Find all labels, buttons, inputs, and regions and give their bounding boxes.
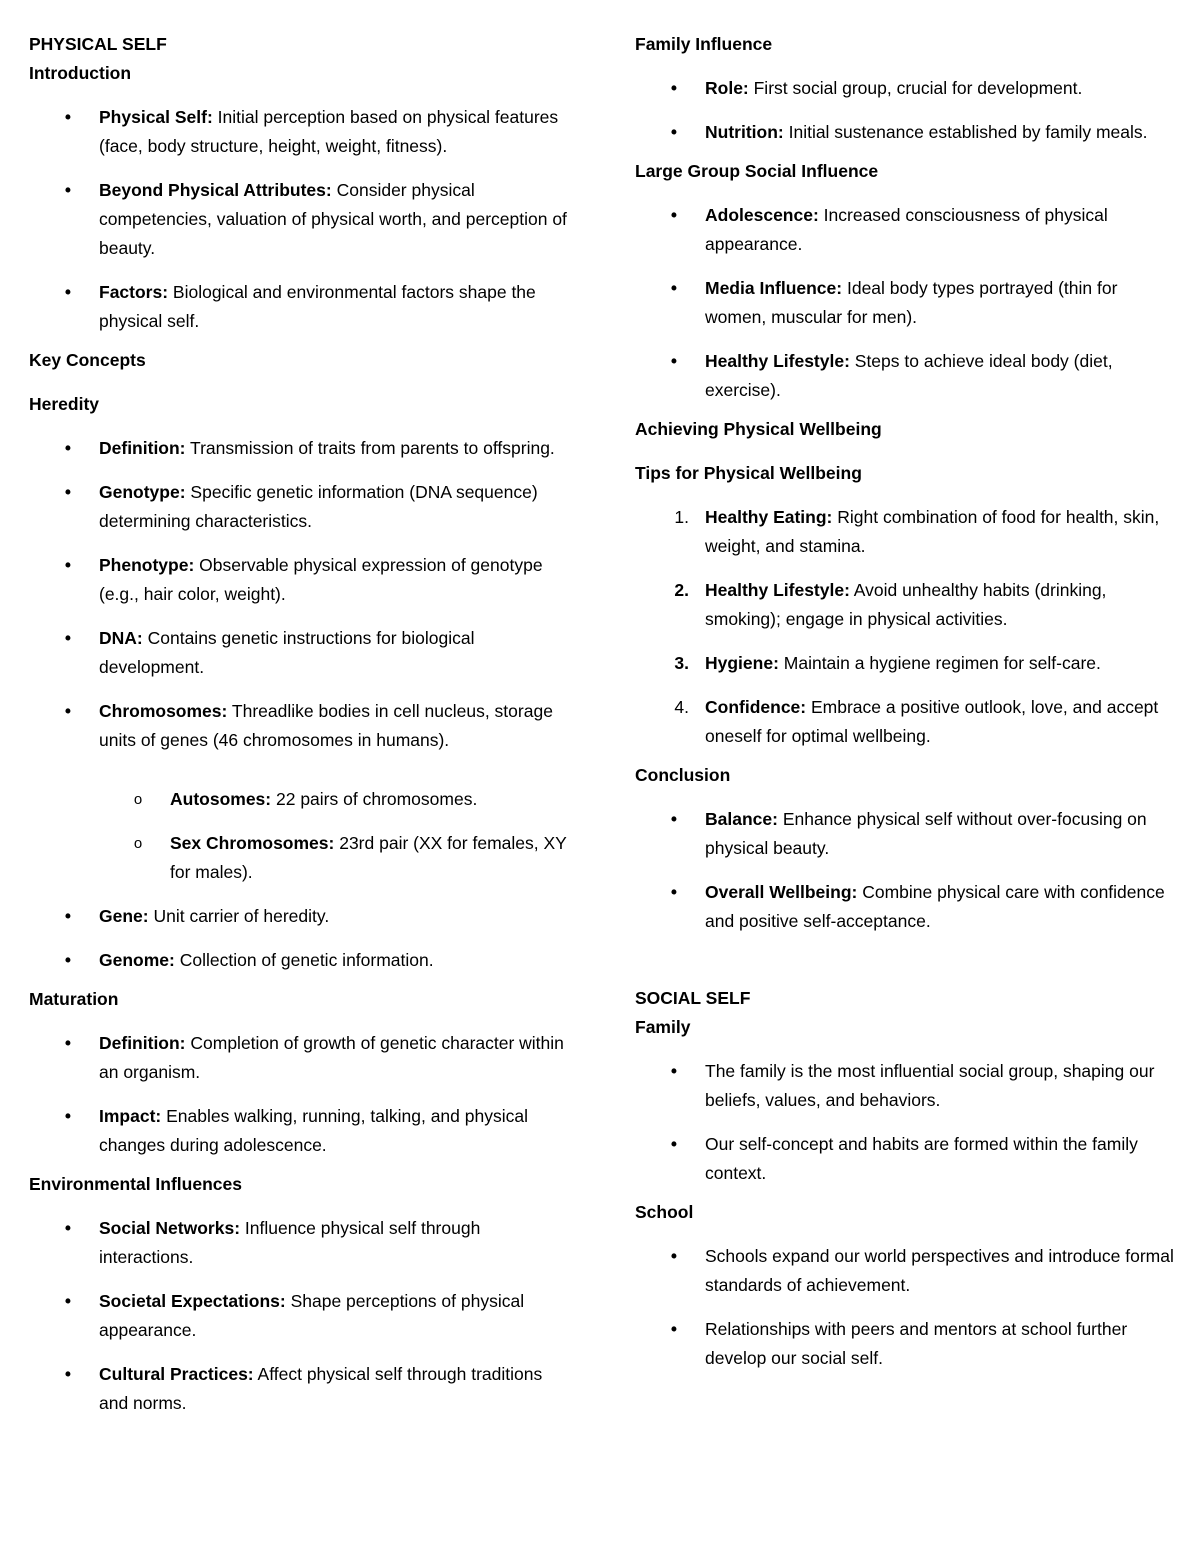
- school-list: [635, 1242, 1180, 1373]
- family-influence-list: [635, 74, 1180, 147]
- environmental-influences-heading: Environmental Influences: [29, 1174, 242, 1194]
- bullet-icon: •: [670, 122, 678, 142]
- list-item: • Relationships with peers and mentors at school further develop our social self.: [635, 1315, 1180, 1373]
- list-item: • Societal Expectations: Shape perceptions of physical appearance.: [29, 1287, 574, 1345]
- list-item: • Beyond Physical Attributes: Consider physical competencies, valuation of physical worth, and perception of beauty.: [29, 176, 574, 263]
- social-family-heading: Family: [635, 1017, 691, 1037]
- bullet-icon: •: [64, 906, 72, 926]
- bullet-icon: •: [670, 278, 678, 298]
- numbered-item: 1. Healthy Eating: Right combination of food for health, skin, weight, and stamina.: [674, 507, 1160, 556]
- list-item: • Media Influence: Ideal body types portrayed (thin for women, muscular for men).: [635, 274, 1180, 332]
- list-item: • Nutrition: Initial sustenance established by family meals.: [635, 118, 1180, 147]
- numbered-item: 2. Healthy Lifestyle: Avoid unhealthy habits (drinking, smoking); engage in physical activities.: [674, 580, 1107, 629]
- list-item: • Chromosomes: Threadlike bodies in cell nucleus, storage units of genes (46 chromosomes in humans).: [29, 697, 574, 755]
- list-item: • Healthy Lifestyle: Steps to achieve ideal body (diet, exercise).: [635, 347, 1180, 405]
- tips-list: [635, 503, 1180, 751]
- large-group-heading: Large Group Social Influence: [635, 161, 879, 181]
- list-item: • Impact: Enables walking, running, talking, and physical changes during adolescence.: [29, 1102, 574, 1160]
- large-group-list: [635, 201, 1180, 405]
- list-item: • Our self-concept and habits are formed within the family context.: [635, 1130, 1180, 1188]
- bullet-icon: •: [64, 1291, 72, 1311]
- introduction-list: [29, 103, 574, 336]
- maturation-heading: Maturation: [29, 989, 119, 1009]
- sub-list-item: o Sex Chromosomes: 23rd pair (XX for females, XY for males).: [29, 829, 574, 887]
- bullet-icon: •: [670, 1246, 678, 1266]
- introduction-heading: Introduction: [29, 63, 132, 83]
- bullet-icon: •: [64, 1364, 72, 1384]
- bullet-icon: •: [670, 351, 678, 371]
- bullet-icon: •: [64, 628, 72, 648]
- list-item: • Balance: Enhance physical self without over-focusing on physical beauty.: [635, 805, 1180, 863]
- family-influence-heading: Family Influence: [635, 34, 773, 54]
- circle-bullet-icon: o: [133, 835, 143, 852]
- school-heading: School: [635, 1202, 694, 1222]
- list-item: • Social Networks: Influence physical self through interactions.: [29, 1214, 574, 1272]
- bullet-icon: •: [64, 107, 72, 127]
- right-column: [635, 30, 1180, 1373]
- list-item: • The family is the most influential social group, shaping our beliefs, values, and behaviors.: [635, 1057, 1180, 1115]
- bullet-icon: •: [670, 882, 678, 902]
- bullet-icon: •: [64, 1033, 72, 1053]
- heredity-list-continued: [29, 902, 574, 975]
- achieving-wellbeing-heading: Achieving Physical Wellbeing: [635, 419, 882, 439]
- left-column: [29, 30, 574, 1418]
- social-self-title: SOCIAL SELF: [635, 988, 751, 1008]
- bullet-icon: •: [64, 282, 72, 302]
- bullet-icon: •: [64, 180, 72, 200]
- sub-list-item: o Autosomes: 22 pairs of chromosomes.: [29, 785, 574, 814]
- list-item: • Overall Wellbeing: Combine physical care with confidence and positive self-acceptance.: [635, 878, 1180, 936]
- heredity-heading: Heredity: [29, 394, 100, 414]
- list-item: • Genotype: Specific genetic information (DNA sequence) determining characteristics.: [29, 478, 574, 536]
- list-item: • DNA: Contains genetic instructions for biological development.: [29, 624, 574, 682]
- list-item: • Schools expand our world perspectives and introduce formal standards of achievement.: [635, 1242, 1180, 1300]
- list-item: • Factors: Biological and environmental factors shape the physical self.: [29, 278, 574, 336]
- bullet-icon: •: [670, 1134, 678, 1154]
- social-family-list: [635, 1057, 1180, 1188]
- list-item: • Phenotype: Observable physical expression of genotype (e.g., hair color, weight).: [29, 551, 574, 609]
- numbered-item: 3. Hygiene: Maintain a hygiene regimen for self-care.: [674, 653, 1101, 673]
- list-item: • Genome: Collection of genetic information.: [29, 946, 574, 975]
- bullet-icon: •: [670, 1061, 678, 1081]
- conclusion-list: [635, 805, 1180, 936]
- list-item: • Role: First social group, crucial for development.: [635, 74, 1180, 103]
- list-item: • Definition: Completion of growth of genetic character within an organism.: [29, 1029, 574, 1087]
- heredity-list: [29, 434, 574, 755]
- bullet-icon: •: [64, 555, 72, 575]
- physical-self-title: PHYSICAL SELF: [29, 34, 167, 54]
- chromosome-sublist: [29, 785, 574, 887]
- environmental-list: [29, 1214, 574, 1418]
- key-concepts-heading: Key Concepts: [29, 350, 146, 370]
- bullet-icon: •: [670, 1319, 678, 1339]
- list-item: • Adolescence: Increased consciousness of physical appearance.: [635, 201, 1180, 259]
- bullet-icon: •: [64, 701, 72, 721]
- bullet-icon: •: [64, 1218, 72, 1238]
- numbered-item: 4. Confidence: Embrace a positive outlook, love, and accept oneself for optimal wellbeing.: [674, 697, 1159, 746]
- list-item: • Physical Self: Initial perception based on physical features (face, body structure, height, weight, fitness).: [29, 103, 574, 161]
- bullet-icon: •: [64, 438, 72, 458]
- maturation-list: [29, 1029, 574, 1160]
- circle-bullet-icon: o: [133, 791, 143, 808]
- bullet-icon: •: [670, 205, 678, 225]
- list-item: • Cultural Practices: Affect physical self through traditions and norms.: [29, 1360, 574, 1418]
- conclusion-heading: Conclusion: [635, 765, 731, 785]
- bullet-icon: •: [670, 809, 678, 829]
- tips-heading: Tips for Physical Wellbeing: [635, 463, 862, 483]
- list-item: • Definition: Transmission of traits from parents to offspring.: [29, 434, 574, 463]
- list-item: • Gene: Unit carrier of heredity.: [29, 902, 574, 931]
- bullet-icon: •: [64, 482, 72, 502]
- social-self-section: [635, 984, 1180, 1373]
- bullet-icon: •: [670, 78, 678, 98]
- bullet-icon: •: [64, 950, 72, 970]
- bullet-icon: •: [64, 1106, 72, 1126]
